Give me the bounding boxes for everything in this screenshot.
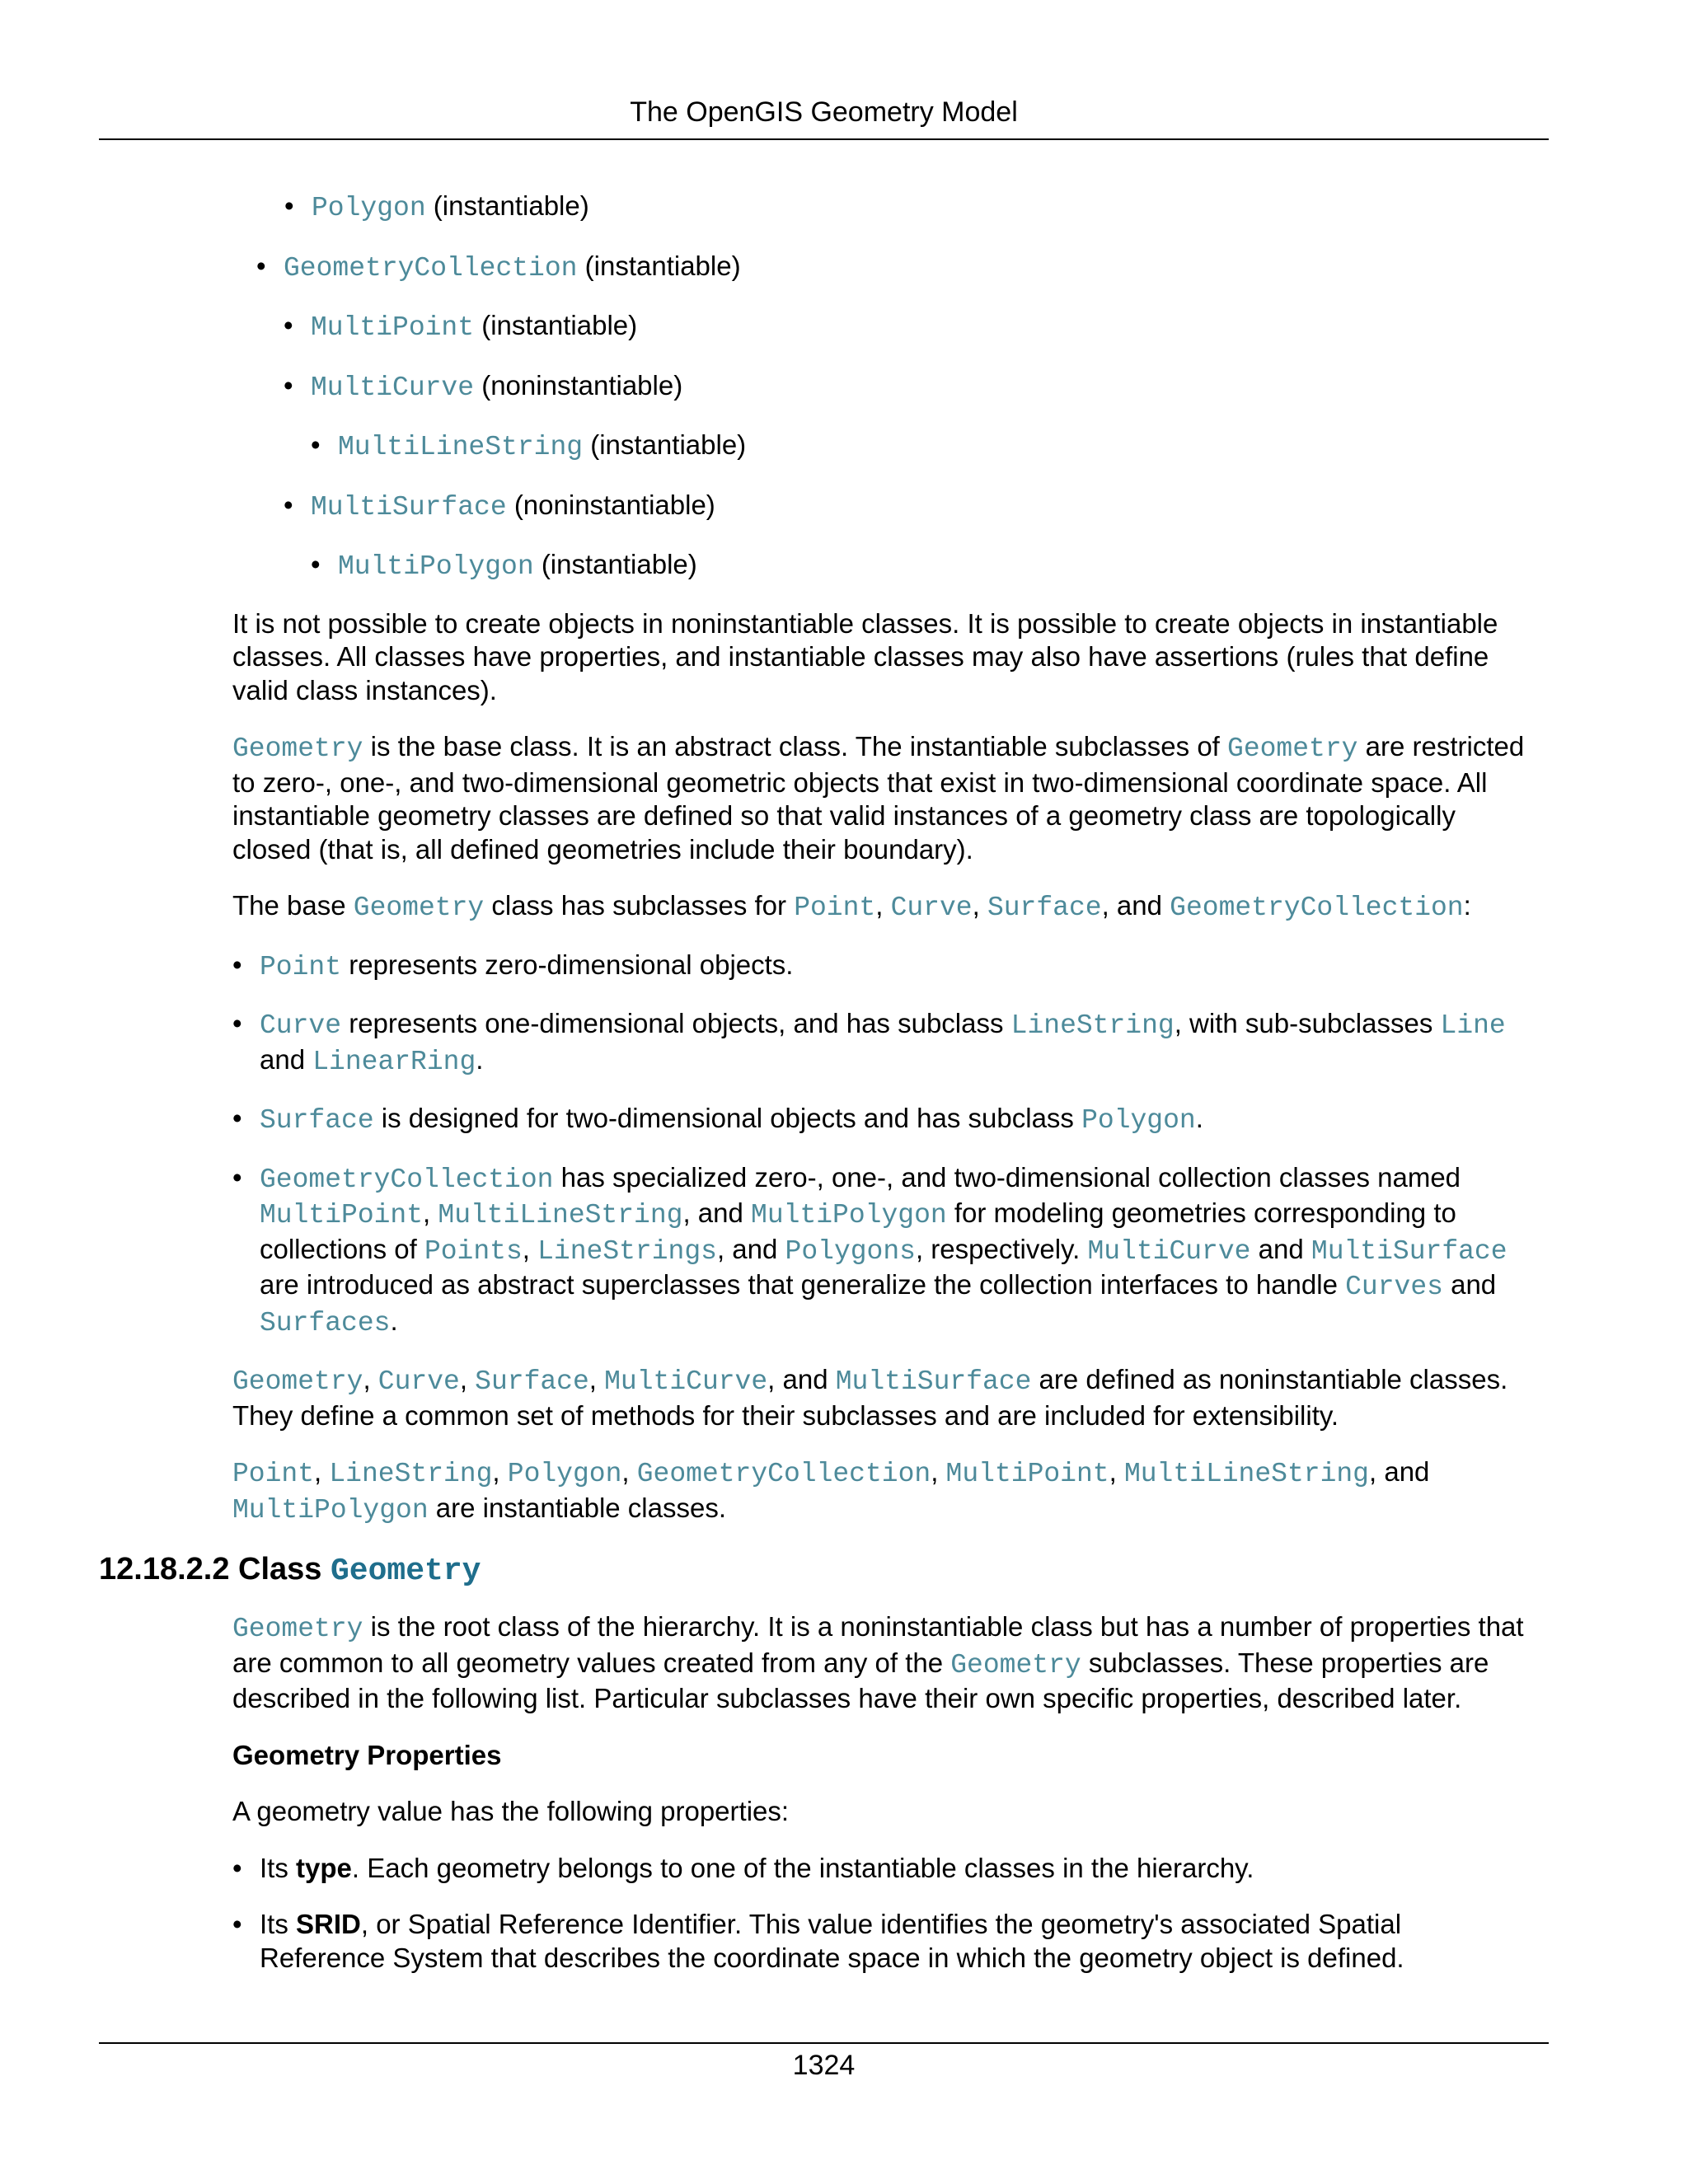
class-name: MultiSurface	[311, 491, 507, 523]
list-item	[0, 1908, 1688, 1975]
text-run: ,	[621, 1456, 637, 1487]
code-term: Surface	[260, 1105, 374, 1136]
text-run: are instantiable classes.	[428, 1492, 726, 1523]
bullet-icon: •	[256, 250, 266, 281]
list-item	[0, 548, 1688, 584]
code-term: GeometryCollection	[260, 1164, 554, 1195]
class-note: (instantiable)	[541, 549, 697, 579]
code-term: GeometryCollection	[636, 1459, 931, 1489]
class-note: (instantiable)	[481, 310, 638, 340]
text-run: ,	[363, 1364, 378, 1394]
text-run: has specialized zero-, one-, and two-dimensional collection classes named	[553, 1161, 1461, 1193]
text-run: , and	[1101, 890, 1170, 921]
class-note: (instantiable)	[590, 429, 747, 460]
list-item	[0, 1007, 1688, 1079]
paragraph-noninstantiable-summary	[0, 1363, 1688, 1432]
text-run: , with sub-subclasses	[1174, 1008, 1441, 1038]
bullet-icon: •	[284, 310, 293, 340]
code-term: MultiLineString	[438, 1200, 683, 1230]
text-run: is designed for two-dimensional objects and has subclass	[373, 1103, 1082, 1133]
list-item	[0, 1161, 1688, 1341]
code-term: MultiPoint	[260, 1200, 424, 1230]
bullet-icon: •	[232, 949, 242, 980]
code-term: MultiPolygon	[232, 1494, 429, 1526]
text-run: ,	[588, 1364, 605, 1394]
text-run: , and	[767, 1364, 836, 1394]
paragraph-instantiable-summary	[0, 1455, 1688, 1527]
code-term: Curves	[1345, 1272, 1443, 1302]
text-run: .	[1195, 1103, 1203, 1133]
section-heading	[0, 1550, 1688, 1591]
list-item	[0, 190, 1688, 226]
bullet-icon: •	[284, 369, 293, 401]
bullet-icon: •	[311, 549, 321, 579]
bullet-icon: •	[284, 489, 293, 520]
code-term: MultiPoint	[945, 1459, 1109, 1489]
paragraph-base-class	[0, 730, 1688, 866]
class-name: MultiPoint	[311, 312, 475, 343]
code-term: LinearRing	[312, 1046, 476, 1077]
section-class-name: Geometry	[331, 1554, 481, 1589]
text-run: and	[1250, 1233, 1311, 1264]
code-term: MultiPolygon	[751, 1200, 947, 1230]
code-term: Surface	[475, 1366, 589, 1397]
bullet-icon: •	[232, 1161, 242, 1193]
list-item	[0, 429, 1688, 465]
property-term: SRID	[296, 1909, 361, 1939]
code-term: Point	[794, 893, 876, 923]
code-term: MultiCurve	[1087, 1235, 1251, 1267]
class-note: (instantiable)	[584, 250, 741, 281]
text-run: ,	[459, 1364, 476, 1394]
list-item	[0, 1102, 1688, 1138]
text-run: .	[390, 1305, 398, 1336]
list-item	[0, 1852, 1688, 1886]
paragraph-noninstantiable: It is not possible to create objects in noninstantiable classes. It is possible to create objects in instantiable classes. All classes have properties, and instantiable classes may also have assertions (rules that define valid class instances).	[232, 607, 1498, 705]
list-item	[0, 250, 1688, 286]
text-run: .	[476, 1043, 484, 1075]
text-run: , and	[1369, 1456, 1430, 1487]
bullet-icon: •	[232, 1909, 242, 1939]
bullet-icon: •	[232, 1103, 242, 1133]
paragraph-properties-intro: A geometry value has the following properties:	[232, 1796, 790, 1826]
text-run: subclasses. These properties are described in the following list. Particular subclasses have their own specific properties, described later.	[232, 1647, 1489, 1713]
text-run: ,	[522, 1233, 538, 1264]
text-run: represents zero-dimensional objects.	[341, 949, 794, 980]
class-note: (noninstantiable)	[481, 369, 683, 401]
code-term: Curve	[890, 893, 973, 923]
text-run: The base	[232, 890, 354, 921]
code-term: LineString	[1010, 1010, 1175, 1041]
code-term: MultiCurve	[604, 1366, 768, 1397]
text-run: , respectively.	[915, 1233, 1088, 1264]
text-run: is the base class. It is an abstract class. The instantiable subclasses of	[363, 731, 1228, 762]
text-run: , or Spatial Reference Identifier. This value identifies the geometry's associated Spatial Reference System that describes the coordinate space in which the geometry object is defined.	[260, 1909, 1404, 1973]
text-run: ,	[931, 1456, 946, 1487]
code-term: Surface	[987, 893, 1102, 923]
text-run: and	[260, 1043, 313, 1075]
code-term: Geometry	[232, 1614, 363, 1644]
code-term: Geometry	[950, 1649, 1081, 1680]
text-run: Its	[260, 1852, 297, 1883]
list-item	[0, 309, 1688, 345]
code-term: Curve	[260, 1010, 342, 1041]
text-run: are introduced as abstract superclasses that generalize the collection interfaces to handle	[260, 1269, 1346, 1300]
code-term: Point	[232, 1459, 315, 1489]
text-run: Its	[260, 1909, 297, 1939]
text-run: class has subclasses for	[484, 890, 795, 921]
text-run: are defined as noninstantiable classes. They define a common set of methods for their subclasses and are included for extensibility.	[232, 1364, 1508, 1431]
page-content	[0, 190, 1688, 1975]
class-note: (instantiable)	[433, 190, 589, 221]
bullet-icon: •	[232, 1852, 242, 1883]
code-term: Surfaces	[260, 1307, 391, 1338]
text-run: and	[1442, 1269, 1497, 1300]
code-term: Geometry	[232, 733, 363, 764]
footer-rule	[99, 2042, 1549, 2044]
text-run: , and	[716, 1233, 785, 1264]
class-name: MultiCurve	[311, 372, 475, 403]
text-run: for modeling geometries corresponding to collections of	[260, 1197, 1456, 1264]
code-term: LineString	[329, 1459, 493, 1489]
text-run: ,	[314, 1456, 330, 1487]
paragraph-section-intro	[0, 1610, 1688, 1716]
text-run: ,	[492, 1456, 508, 1487]
section-number: 12.18.2.2 Class	[99, 1552, 331, 1586]
properties-heading: Geometry Properties	[232, 1739, 502, 1770]
class-name: MultiLineString	[338, 432, 584, 462]
code-term: MultiLineString	[1123, 1459, 1369, 1489]
code-term: Polygon	[507, 1459, 622, 1489]
class-name: Polygon	[312, 193, 426, 223]
property-term: type	[296, 1852, 352, 1883]
bullet-icon: •	[284, 190, 294, 221]
code-term: LineStrings	[537, 1235, 717, 1267]
class-name: MultiPolygon	[338, 551, 534, 582]
class-note: (noninstantiable)	[513, 489, 715, 520]
text-run: represents one-dimensional objects, and has subclass	[341, 1008, 1011, 1038]
list-item	[0, 949, 1688, 985]
text-run: ,	[875, 890, 891, 921]
running-header: The OpenGIS Geometry Model	[99, 94, 1549, 140]
list-item	[0, 369, 1688, 405]
text-run: ,	[423, 1197, 438, 1228]
bullet-icon: •	[232, 1008, 242, 1038]
text-run: , and	[682, 1197, 752, 1228]
code-term: Line	[1440, 1010, 1506, 1041]
code-term: Curve	[377, 1366, 460, 1397]
code-term: Points	[424, 1235, 523, 1267]
code-term: Geometry	[232, 1366, 363, 1397]
text-run: is the root class of the hierarchy. It is a noninstantiable class but has a number of properties that are common to all geometry values created from any of the	[232, 1611, 1524, 1678]
class-name: GeometryCollection	[284, 252, 578, 284]
text-run: ,	[1109, 1456, 1124, 1487]
text-run: are restricted to zero-, one-, and two-dimensional geometric objects that exist in two-dimensional coordinate space. All instantiable geometry classes are defined so that valid instances of a geometry class are topologically closed (that is, all defined geometries include their boundary).	[232, 731, 1525, 865]
code-term: MultiSurface	[1311, 1235, 1507, 1267]
paragraph-subclasses-intro	[0, 889, 1688, 926]
text-run: . Each geometry belongs to one of the instantiable classes in the hierarchy.	[351, 1852, 1254, 1883]
text-run: ,	[972, 890, 987, 921]
page-number: 1324	[792, 2050, 856, 2081]
bullet-icon: •	[311, 429, 321, 460]
text-run: :	[1463, 890, 1471, 921]
code-term: Polygons	[785, 1235, 916, 1267]
code-term: Geometry	[1227, 733, 1358, 764]
list-item	[0, 489, 1688, 525]
code-term: Point	[260, 951, 342, 982]
code-term: GeometryCollection	[1170, 893, 1464, 923]
code-term: Polygon	[1081, 1105, 1196, 1136]
code-term: MultiSurface	[835, 1366, 1032, 1397]
code-term: Geometry	[353, 893, 485, 923]
